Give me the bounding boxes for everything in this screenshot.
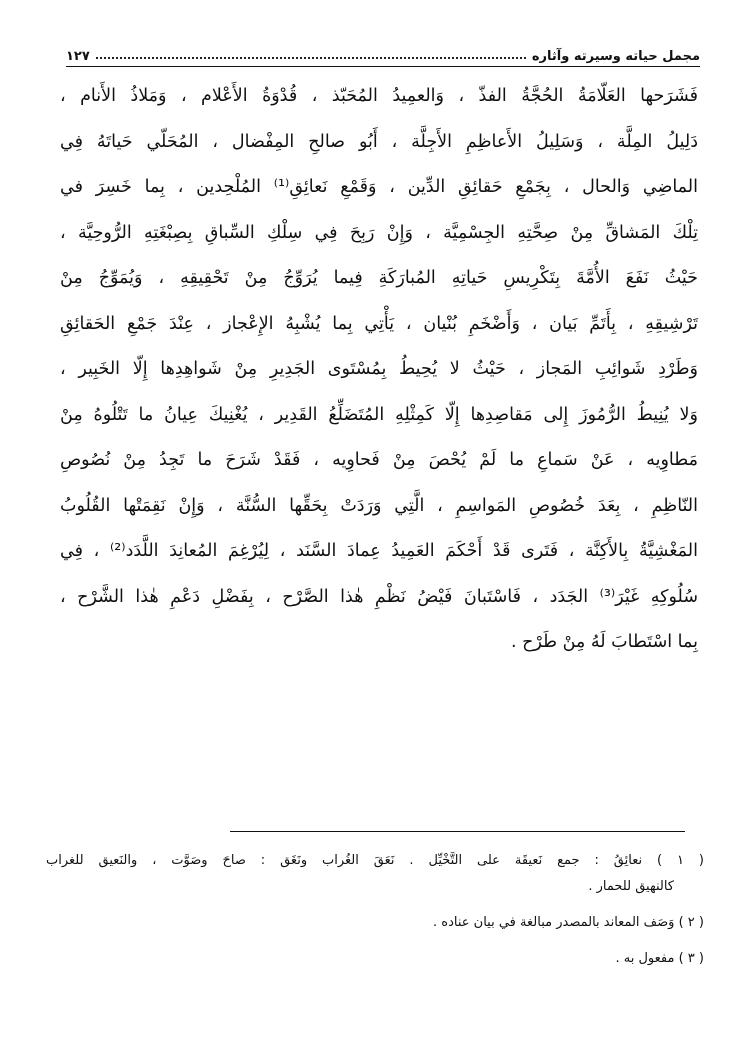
- body-line: تَرْشِيقِهِ ، بِأَتَمِّ بَيان ، وَأَضْخَمِ بُنْيان ، يَأْتِي بِما يُشْبِهُ الإِعْجاز ، عِنْدَ جَمْعِ الحَقائِقِ: [60, 313, 698, 334]
- header-rule: [66, 66, 700, 67]
- body-line: حَيْثُ نَفَعَ الأُمَّةَ بِتَكْرِيسِ حَياتِهِ المُبارَكَةِ فِيما يُرَوِّجُ مِنْ تَحْقِيقِهِ ، وَيُمَوِّجُ مِنْ: [60, 268, 698, 288]
- footnote-separator: [230, 831, 685, 832]
- running-title: مجمل حياته وسيرته وآثاره: [531, 49, 700, 64]
- body-line: فَشَرَحها العَلّامَةُ الحُجَّةُ الفذّ ، وَالعمِيدُ المُحَبّذ ، قُدْوَةُ الأَعْلام ، وَمَلاذُ الأَنام ،: [60, 86, 698, 106]
- footnote-1: ( ١ ) نعائِقُ : جمع نَعيقَة على التَّخْيِّل . نَعَقَ الغُراب ونَغَق : صاحَ وصَوَّت ، والنَعيق للغراب: [46, 853, 704, 868]
- body-line: النّاظِمِ ، بِعَدَ خُصُوصِ المَواسِمِ ، الَّتِي وَرَدَتْ بِحَقِّها السُّنَّة ، وَإِنْ نَقِمَتْها القُلُوبُ: [60, 495, 698, 516]
- body-line: وَلا يُنِيطُ الرُّمُوزَ إِلى مَقاصِدِها إِلّا كَمِثْلِهِ المُتَضَلِّعُ القَدِير ، يُغْنِيكَ عِيانُ ما تَتْلُوهُ مِنْ: [60, 404, 698, 425]
- leader-dots: [96, 57, 526, 59]
- footnote-2: ( ٢ ) وَصَف المعاند بالمصدر مبالغة في بيان عناده .: [433, 915, 704, 930]
- body-text: [60, 74, 698, 666]
- body-line: دَلِيلُ المِلَّة ، وَسَلِيلُ الأَعاظِمِ الأَجِلَّة ، أَبُو صالحِ المِفْضال ، المُحَلّي حَياتَهُ فِي: [60, 131, 698, 152]
- footnote-3: ( ٣ ) مفعول به .: [615, 951, 704, 966]
- body-line: مَطاوِيه ، عَنْ سَماعِ ما لَمْ يُحْصَ مِنْ فَحاوِيه ، فَقَدْ شَرَحَ ما تَجِدُ مِنْ نُصُوصِ: [60, 450, 698, 470]
- body-line: تِلْكَ المَشاقِّ مِنْ صِحَّتِهِ الجِسْمِيَّة ، وَإِنْ رَبِحَ فِي سِلْكِ السِّباقِ بِصِبْغَتِهِ الرُّوحِيَّة ،: [60, 222, 698, 243]
- body-line: وَطَرْدِ شَوائِبِ المَجاز ، حَيْثُ لا يُحِيطُ بِمُسْتَوى الجَدِيرِ مِنْ شَواهِدِها إِلّا الخَبِير ،: [60, 359, 698, 379]
- footnote-1-continuation: كالنهيق للحمار .: [588, 879, 674, 894]
- page-number: ١٢٧: [66, 49, 90, 64]
- body-line: المَغْشِيَّةُ بِالأَكِنَّة ، فَتَرى قَدْ أَحْكَمَ العَمِيدُ عِمادَ السَّنَد ، لِيُرْغِمَ المُعانِدَ اللَّدَد⁽²⁾ ، فِي: [60, 541, 698, 561]
- body-line: بِما اسْتَطابَ لَهُ مِنْ طَرْح .: [511, 632, 698, 652]
- body-line: الماضِي وَالحال ، بِجَمْعِ حَقائِقِ الدِّين ، وَقَمْعِ نَعائِقِ⁽¹⁾ المُلْحِدين ، بِما خَسِرَ في: [60, 177, 698, 197]
- body-line: سُلُوكِهِ غَيْرَ⁽³⁾ الجَدَد ، فَاسْتَبانَ فَيْضُ نَظْمِ هٰذا الصَّرْح ، بِفَضْلِ دَعْمِ هٰذا الشَّرْح ،: [60, 586, 698, 607]
- running-header: [66, 34, 700, 64]
- footnotes: [46, 848, 704, 982]
